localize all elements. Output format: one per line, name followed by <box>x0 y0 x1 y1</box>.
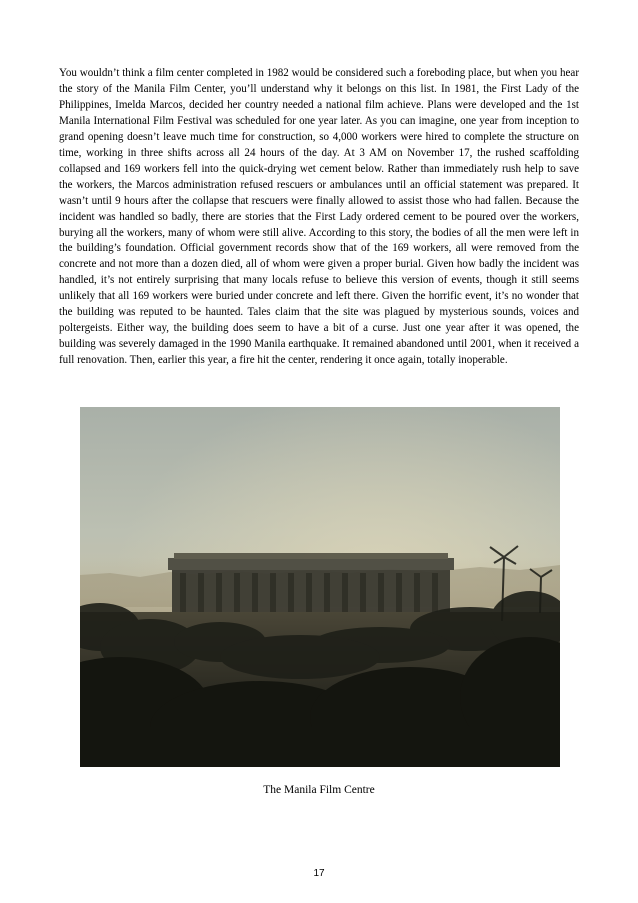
page-number: 17 <box>313 868 325 879</box>
figure-caption: The Manila Film Centre <box>263 784 375 796</box>
film-centre-building <box>160 553 462 620</box>
article-paragraph: You wouldn’t think a film center completed in 1982 would be considered such a foreboding place, but when you hear the story of the Manila Film Center, you’ll understand why it belongs on this list. In 1981, the First Lady of the Philippines, Imelda Marcos, decided her country needed a national film achieve. Plans were developed and the 1st Manila International Film Festival was scheduled for one year later. As you can imagine, one year from inception to grand opening doesn’t leave much time for construction, so 4,000 workers were hired to complete the structure on time, working in three shifts across all 24 hours of the day. At 3 AM on November 17, the rushed scaffolding collapsed and 169 workers fell into the quick-drying wet cement below. Rather than immediately rush help to save the workers, the Marcos administration refused rescuers or ambulances until an official statement was prepared. It wasn’t until 9 hours after the collapse that rescuers were finally allowed to assist those who had fallen. Because the incident was handled so badly, there are stories that the First Lady ordered cement to be poured over the workers, burying all the workers, many of whom were still alive. According to this story, the bodies of all the men were left in the building’s foundation. Official government records show that of the 169 workers, all were removed from the concrete and not more than a dozen died, all of whom were given a proper burial. Given how badly the incident was handled, it’s not entirely surprising that many locals refuse to believe this version of events, though it still seems unlikely that all 169 workers were buried under concrete and left there. Given the horrific event, it’s no wonder that the building was reputed to be haunted. Tales claim that the site was plagued by mysterious sounds, voices and poltergeists. Either way, the building does seem to have a bit of a curse. Just one year after it was opened, the building was severely damaged in the 1990 Manila earthquake. It remained abandoned until 2001, when it received a full renovation. Then, earlier this year, a fire hit the center, rendering it once again, totally inoperable. <box>59 67 579 367</box>
manila-film-centre-photo <box>80 407 560 767</box>
